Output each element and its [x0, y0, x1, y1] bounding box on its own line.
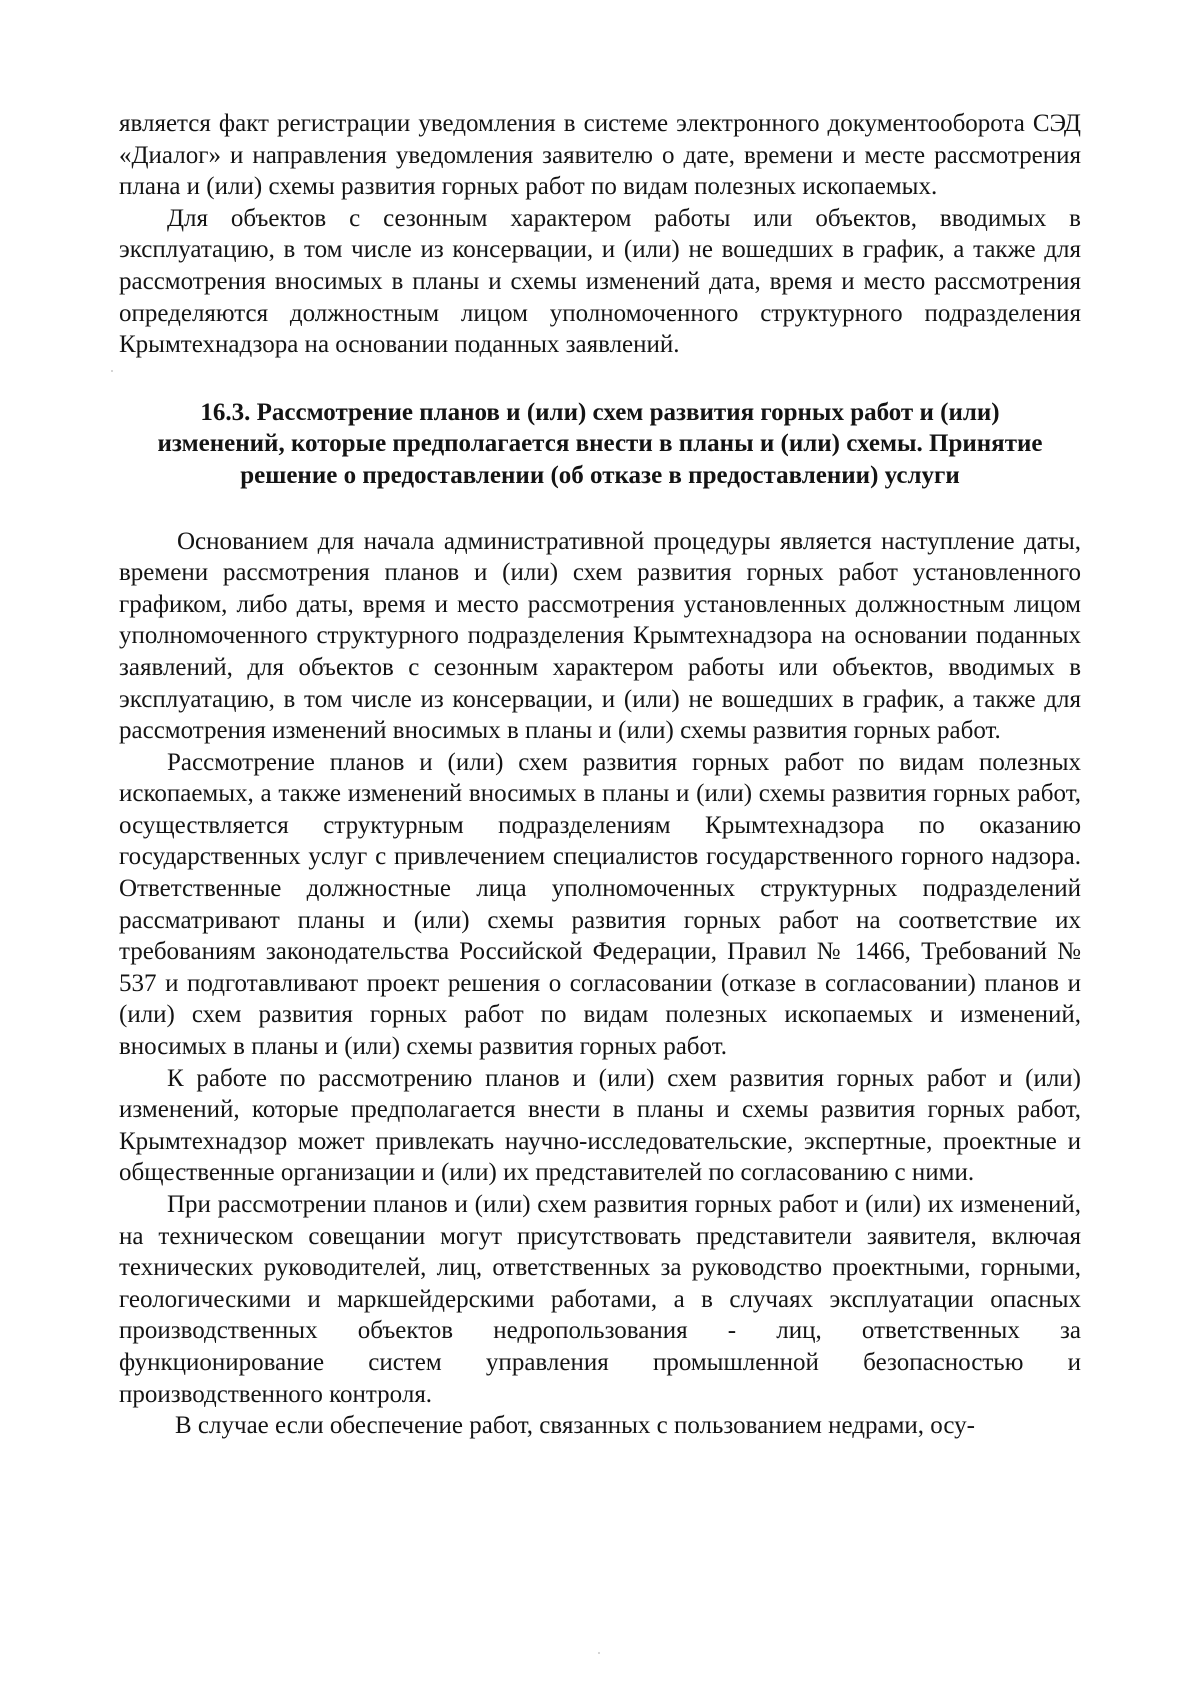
- document-body: [119, 108, 1081, 1442]
- section-heading-line-3: решение о предоставлении (об отказе в предоставлении) услуги: [240, 461, 960, 489]
- section-heading-line-2: изменений, которые предполагается внести в планы и (или) схемы. Принятие: [157, 430, 1043, 458]
- paragraph-5: К работе по рассмотрению планов и (или) схем развития горных работ и (или) изменений, которые предполагается внести в планы и схемы развития горных работ, Крымтехнадзор может привлекать научно-исследовательские, экспертные, проектные и общественные организации и (или) их представителей по согласованию с ними.: [119, 1064, 1081, 1187]
- paragraph-3: Основанием для начала административной процедуры является наступление даты, времени рассмотрения планов и (или) схем развития горных работ установленного графиком, либо даты, время и место рассмотрения установленных должностным лицом уполномоченного структурного подразделения Крымтехнадзора на основании поданных заявлений, для объектов с сезонным характером работы или объектов, вводимых в эксплуатацию, в том числе из консервации, и (или) не вошедших в график, а также для рассмотрения изменений вносимых в планы и (или) схемы развития горных работ.: [119, 527, 1081, 745]
- paragraph-6: При рассмотрении планов и (или) схем развития горных работ и (или) их изменений, на техническом совещании могут присутствовать представители заявителя, включая технических руководителей, лиц, ответственных за руководство проектными, горными, геологическими и маркшейдерскими работами, а в случаях эксплуатации опасных производственных объектов недропользования - лиц, ответственных за функционирование систем управления промышленной безопасностью и производственного контроля.: [119, 1191, 1081, 1408]
- scan-artifact: [598, 1652, 600, 1654]
- paragraph-4: Рассмотрение планов и (или) схем развития горных работ по видам полезных ископаемых, а также изменений вносимых в планы и (или) схемы развития горных работ, осуществляется структурным подразделениям Крымтехнадзора по оказанию государственных услуг с привлечением специалистов государственного горного надзора. Ответственные должностные лица уполномоченных структурных подразделений рассматривают планы и (или) схемы развития горных работ на соответствие их требованиям законодательства Российской Федерации, Правил № 1466, Требований № 537 и подготавливают проект решения о согласовании (отказе в согласовании) планов и (или) схем развития горных работ по видам полезных ископаемых и изменений, вносимых в планы и (или) схемы развития горных работ.: [119, 748, 1081, 1061]
- section-heading: [119, 397, 1081, 492]
- paragraph-2: Для объектов с сезонным характером работы или объектов, вводимых в эксплуатацию, в том числе из консервации, и (или) не вошедших в график, а также для рассмотрения вносимых в планы и схемы изменений дата, время и место рассмотрения определяются должностным лицом уполномоченного структурного подразделения Крымтехнадзора на основании поданных заявлений.: [119, 204, 1081, 359]
- paragraph-1: является факт регистрации уведомления в системе электронного документооборота СЭД «Диалог» и направления уведомления заявителю о дате, времени и месте рассмотрения плана и (или) схемы развития горных работ по видам полезных ископаемых.: [119, 110, 1081, 201]
- scan-artifact: [111, 370, 113, 372]
- section-heading-line-1: 16.3. Рассмотрение планов и (или) схем развития горных работ и (или): [200, 398, 1000, 426]
- paragraph-7: В случае если обеспечение работ, связанных с пользованием недрами, осу-: [175, 1412, 976, 1440]
